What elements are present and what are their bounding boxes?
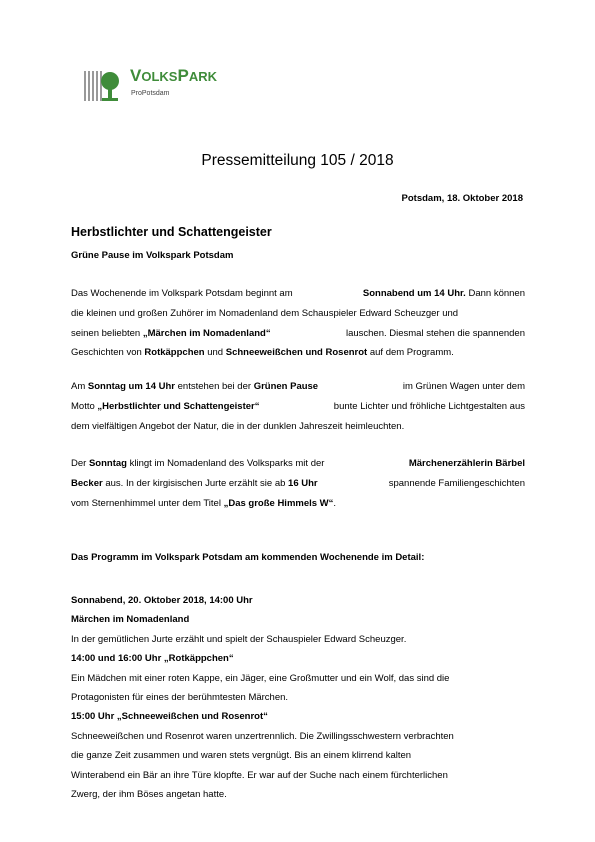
text-line: seinen beliebten „Märchen im Nomadenland“ lauschen. Diesmal stehen die spannenden [71,327,525,339]
text-line: Der Sonntag klingt im Nomadenland des Volksparks mit der Märchenerzählerin Bärbel [71,458,525,469]
text-line: Das Wochenende im Volkspark Potsdam beginnt am Sonnabend um 14 Uhr. Dann können [71,288,525,299]
logo-subtitle: ProPotsdam [131,90,170,97]
volkspark-tree-icon [84,69,124,103]
headline: Herbstlichter und Schattengeister [71,225,272,239]
text-line: Geschichten von Rotkäppchen und Schneeweißchen und Rosenrot auf dem Programm. [71,347,454,359]
paragraph-sunday-green-pause [71,377,525,436]
program-item-title: 15:00 Uhr „Schneeweißchen und Rosenrot“ [71,711,268,723]
text-line: die kleinen und großen Zuhörer im Nomadenland dem Schauspieler Edward Scheuzger und [71,307,459,319]
text-line: Motto „Herbstlichter und Schattengeister“ bunte Lichter und fröhliche Lichtgestalten aus [71,400,525,412]
logo-wordmark: VOLKSPARK [130,66,217,85]
text-line: vom Sternenhimmel unter dem Titel „Das große Himmels W“. [71,497,337,509]
text-line: dem vielfältigen Angebot der Natur, die in der dunklen Jahreszeit heimleuchten. [71,420,405,432]
program-date: Sonnabend, 20. Oktober 2018, 14:00 Uhr [71,595,253,606]
program-event-title: Märchen im Nomadenland [71,614,190,626]
paragraph-intro [71,284,525,363]
program-item-title: 14:00 und 16:00 Uhr „Rotkäppchen“ [71,653,234,665]
volkspark-logo [84,66,254,106]
paragraph-sunday-storyteller [71,454,525,513]
dateline: Potsdam, 18. Oktober 2018 [401,193,523,204]
text-line: Ein Mädchen mit einer roten Kappe, ein Jäger, eine Großmutter und ein Wolf, das sind die [71,672,450,684]
page-title: Pressemitteilung 105 / 2018 [201,152,394,169]
subheadline: Grüne Pause im Volkspark Potsdam [71,250,234,261]
program-event-description: In der gemütlichen Jurte erzählt und spielt der Schauspieler Edward Scheuzger. [71,633,407,645]
program-details [71,591,525,804]
text-line: Becker aus. In der kirgisischen Jurte erzählt sie ab 16 Uhr spannende Familiengeschichten [71,477,525,489]
text-line: Protagonisten für eines der berühmtesten Märchen. [71,691,289,703]
text-line: Am Sonntag um 14 Uhr entstehen bei der Grünen Pause im Grünen Wagen unter dem [71,381,525,392]
text-line: Zwerg, der ihm Böses angetan hatte. [71,788,227,800]
text-line: Winterabend ein Bär an ihre Türe klopfte. Er war auf der Suche nach einem fürchterlichen [71,769,448,781]
program-heading: Das Programm im Volkspark Potsdam am kommenden Wochenende im Detail: [71,552,425,563]
text-line: die ganze Zeit zusammen und waren stets vergnügt. Bis an einem klirrend kalten [71,750,412,762]
text-line: Schneeweißchen und Rosenrot waren unzertrennlich. Die Zwillingsschwestern verbrachten [71,730,454,742]
